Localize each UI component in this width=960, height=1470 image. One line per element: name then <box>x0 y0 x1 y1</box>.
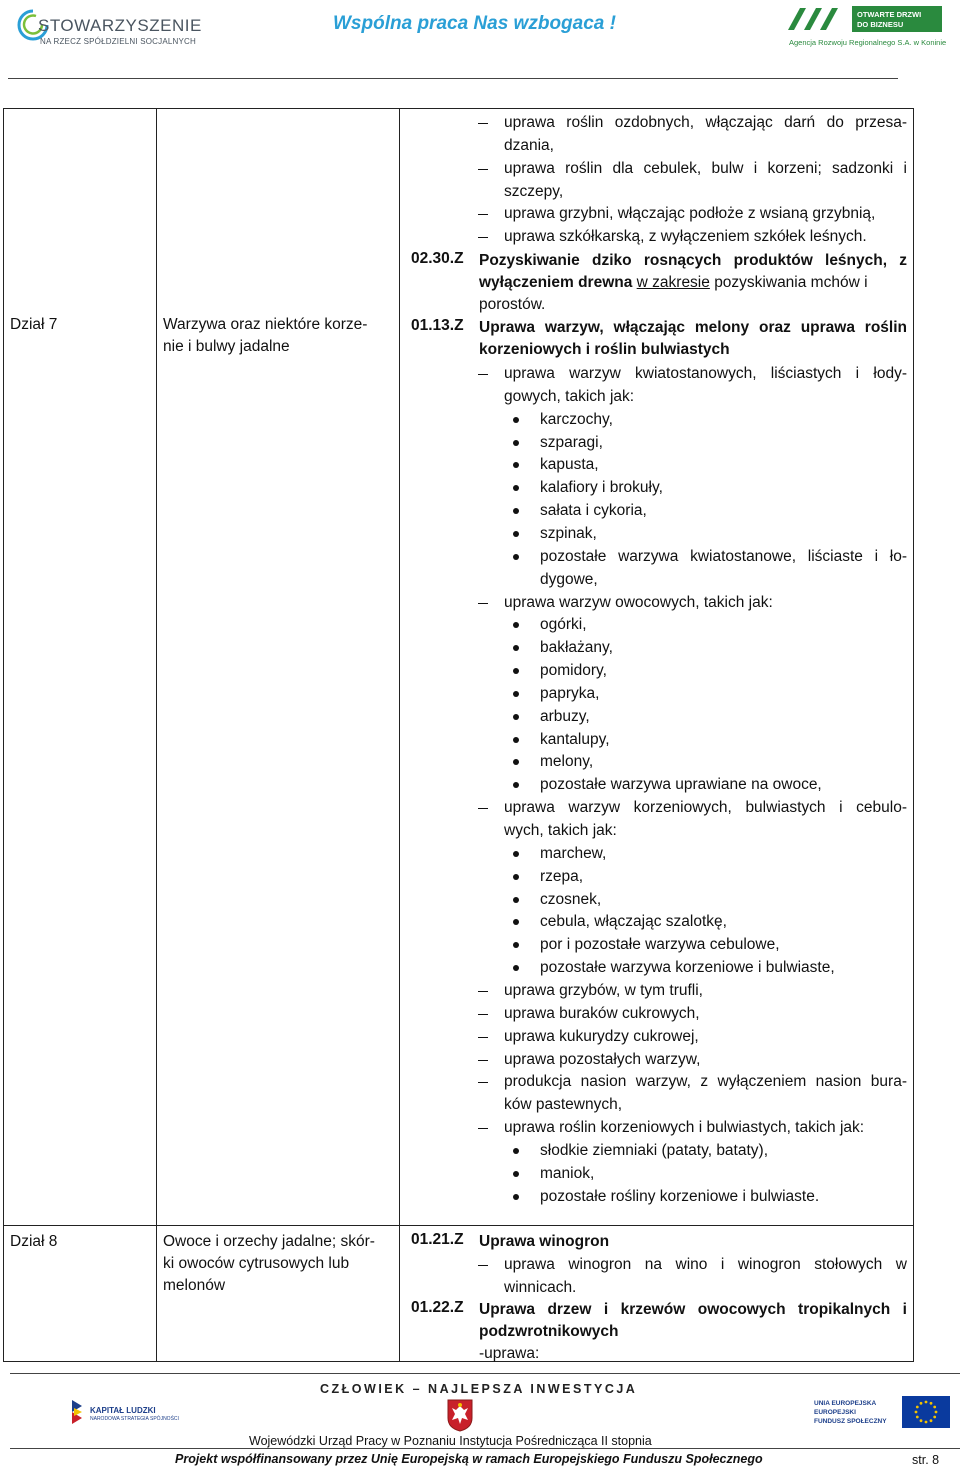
row2-desc-2-line-1: Uprawa drzew i krzewów owocowych tropikalnych i <box>479 1301 907 1318</box>
group-8-bullet-0-line-0: słodkie ziemniaki (pataty, bataty), <box>540 1141 769 1159</box>
group-1-bullet-1-line-0: bakłażany, <box>540 639 613 657</box>
wielkopolska-coat-of-arms-icon <box>446 1398 474 1432</box>
group-8-bullet-2-line-0: pozostałe rośliny korzeniowe i bulwiaste. <box>540 1187 820 1205</box>
group-1-bullet-7-line-0: pozostałe warzywa uprawiane na owoce, <box>540 776 822 794</box>
footer-institution: Wojewódzki Urząd Pracy w Poznaniu Instytucja Pośrednicząca II stopnia <box>249 1434 652 1448</box>
dash-marker <box>478 374 488 375</box>
bullet-marker <box>513 919 519 925</box>
row2-desc-1: Uprawa winogron <box>479 1233 610 1250</box>
group-7-label-line-0: produkcja nasion warzyw, z wyłączeniem nasion bura- <box>504 1073 907 1091</box>
group-1-bullet-6-line-0: melony, <box>540 753 594 771</box>
group-6-label-line-0: uprawa pozostałych warzyw, <box>504 1050 701 1068</box>
group-0-bullet-5-line-0: szpinak, <box>540 524 597 542</box>
bullet-marker <box>513 1148 519 1154</box>
group-0-bullet-3-line-0: kalafiory i brokuły, <box>540 479 663 497</box>
bullet-marker <box>513 668 519 674</box>
stowarzyszenie-logo <box>16 6 216 46</box>
arr-mark-icon <box>786 4 842 32</box>
bullet-marker <box>513 645 519 651</box>
row1-category-line-1: Warzywa oraz niektóre korze- <box>163 316 368 333</box>
group-8-label-line-0: uprawa roślin korzeniowych i bulwiastych, takich jak: <box>504 1119 865 1137</box>
dash-marker <box>478 808 488 809</box>
row2-desc-2-line-2: podzwrotnikowych <box>479 1323 619 1340</box>
group-1-bullet-0-line-0: ogórki, <box>540 616 587 634</box>
footer-divider-top <box>10 1373 960 1374</box>
row1-category-line-2: nie i bulwy jadalne <box>163 338 290 355</box>
row1-desc-1-line-1: Pozyskiwanie dziko rosnących produktów leśnych, z <box>479 252 907 269</box>
group-1-bullet-4-line-0: arbuzy, <box>540 707 590 725</box>
ue-line-3: FUNDUSZ SPOŁECZNY <box>814 1418 887 1425</box>
row1-top-item-3-line-0: uprawa szkółkarską, z wyłączeniem szkółek leśnych. <box>504 228 867 246</box>
dash-marker <box>478 1037 488 1038</box>
dash-marker <box>478 1082 488 1083</box>
row2-category-line-3: melonów <box>163 1277 226 1294</box>
group-8-bullet-1-line-0: maniok, <box>540 1164 595 1182</box>
group-2-label-line-0: uprawa warzyw korzeniowych, bulwiastych i cebulo- <box>504 799 907 817</box>
arr-badge <box>852 6 942 32</box>
dash-marker <box>478 1128 488 1129</box>
row1-top-item-2-line-0: uprawa grzybni, włączając podłoże z wsianą grzybnią, <box>504 205 876 223</box>
row2-category-line-2: ki owoców cytrusowych lub <box>163 1255 350 1272</box>
bullet-marker <box>513 851 519 857</box>
row2-desc-2-extra: -uprawa: <box>479 1345 540 1362</box>
row2-code-1: 01.21.Z <box>411 1231 464 1248</box>
bullet-marker <box>513 691 519 697</box>
group-7-label-line-1: ków pastewnych, <box>504 1096 623 1114</box>
row1-desc-1-underlined: w zakresie <box>636 274 710 291</box>
row1-desc-1-line-2 <box>479 272 907 295</box>
arr-badge-line-1: OTWARTE DRZWI <box>857 10 922 19</box>
bullet-marker <box>513 737 519 743</box>
group-0-bullet-6-line-1: dygowe, <box>540 570 598 588</box>
page-header <box>0 0 960 86</box>
group-2-bullet-0-line-0: marchew, <box>540 844 607 862</box>
group-3-label-line-0: uprawa grzybów, w tym trufli, <box>504 981 703 999</box>
row2-category-line-1: Owoce i orzechy jadalne; skór- <box>163 1233 375 1250</box>
row1-top-item-1-line-0: uprawa roślin dla cebulek, bulw i korzeni; sadzonki i <box>504 159 907 177</box>
bullet-marker <box>513 1171 519 1177</box>
ue-line-2: EUROPEJSKI <box>814 1409 856 1416</box>
bullet-marker <box>513 714 519 720</box>
kapital-ludzki-logo <box>70 1398 179 1428</box>
row2-item-1-line-1: uprawa winogron na wino i winogron stołowych w <box>504 1256 907 1273</box>
row2-item-1-line-2: winnicach. <box>504 1279 577 1296</box>
page-number: str. 8 <box>912 1453 940 1467</box>
group-0-label-line-1: gowych, takich jak: <box>504 387 635 405</box>
row2-code-2: 01.22.Z <box>411 1299 464 1316</box>
group-2-bullet-5-line-0: pozostałe warzywa korzeniowe i bulwiaste, <box>540 959 835 977</box>
row1-desc-1-rest: pozyskiwania mchów i <box>714 274 868 291</box>
group-0-label-line-0: uprawa warzyw kwiatostanowych, liściastych i łody- <box>504 365 907 382</box>
eu-stars-icon <box>902 1396 950 1428</box>
bullet-marker <box>513 417 519 423</box>
dash-marker <box>478 1265 488 1266</box>
row1-code-1: 02.30.Z <box>411 250 464 267</box>
group-0-bullet-6-line-0: pozostałe warzywa kwiatostanowe, liściaste i ło- <box>540 547 907 565</box>
eu-flag-icon <box>902 1396 950 1428</box>
row1-desc-2-line-2: korzeniowych i roślin bulwiastych <box>479 341 730 358</box>
row1-desc-1-line-3: porostów. <box>479 296 546 313</box>
bullet-marker <box>513 759 519 765</box>
bullet-marker <box>513 897 519 903</box>
dash-marker <box>478 169 488 170</box>
group-2-bullet-4-line-0: por i pozostałe warzywa cebulowe, <box>540 936 780 954</box>
kapital-ludzki-title: KAPITAŁ LUDZKI <box>90 1406 156 1415</box>
group-1-label-line-0: uprawa warzyw owocowych, takich jak: <box>504 593 773 611</box>
logo-left-sub: NA RZECZ SPÓŁDZIELNI SOCJALNYCH <box>40 37 197 46</box>
row1-top-item-0-line-0: uprawa roślin ozdobnych, włączając darń do przesa- <box>504 114 907 131</box>
bullet-marker <box>513 485 519 491</box>
header-slogan: Wspólna praca Nas wzbogaca ! <box>333 13 616 34</box>
bullet-marker <box>513 622 519 628</box>
group-2-bullet-2-line-0: czosnek, <box>540 890 602 908</box>
group-0-bullet-0-line-0: karczochy, <box>540 410 613 428</box>
group-0-bullet-4-line-0: sałata i cykoria, <box>540 502 647 520</box>
dash-marker <box>478 1060 488 1061</box>
group-2-bullet-3-line-0: cebula, włączając szalotkę, <box>540 913 727 931</box>
group-0-bullet-2-line-0: kapusta, <box>540 456 599 474</box>
group-1-bullet-3-line-0: papryka, <box>540 684 600 702</box>
group-4-label-line-0: uprawa buraków cukrowych, <box>504 1004 700 1022</box>
bullet-marker <box>513 1194 519 1200</box>
header-divider <box>8 78 898 79</box>
dash-marker <box>478 214 488 215</box>
bullet-marker <box>513 554 519 560</box>
arr-agency-name: Agencja Rozwoju Regionalnego S.A. w Koninie <box>789 38 947 47</box>
group-1-bullet-2-line-0: pomidory, <box>540 662 607 680</box>
bullet-marker <box>513 440 519 446</box>
group-2-bullet-1-line-0: rzepa, <box>540 867 584 885</box>
logo-left-name: STOWARZYSZENIE <box>38 16 202 35</box>
dash-marker <box>478 1014 488 1015</box>
arr-badge-line-2: DO BIZNESU <box>857 20 904 29</box>
bullet-marker <box>513 531 519 537</box>
row2-dzial: Dział 8 <box>10 1233 58 1250</box>
row1-desc-1-bold: wyłączeniem drewna <box>479 274 633 291</box>
group-2-label-line-1: wych, takich jak: <box>504 822 617 839</box>
group-5-label-line-0: uprawa kukurydzy cukrowej, <box>504 1027 699 1045</box>
row1-code-2: 01.13.Z <box>411 317 464 334</box>
row1-desc-2-line-1: Uprawa warzyw, włączając melony oraz uprawa roślin <box>479 319 907 336</box>
arr-logo <box>786 4 956 48</box>
bullet-marker <box>513 462 519 468</box>
dash-marker <box>478 991 488 992</box>
group-1-bullet-5-line-0: kantalupy, <box>540 730 610 748</box>
eu-efs-logo <box>814 1396 944 1430</box>
footer-project-note: Projekt współfinansowany przez Unię Europejską w ramach Europejskiego Funduszu Społecznego <box>175 1452 763 1466</box>
bullet-marker <box>513 508 519 514</box>
footer-slogan: CZŁOWIEK – NAJLEPSZA INWESTYCJA <box>320 1382 638 1396</box>
ue-line-1: UNIA EUROPEJSKA <box>814 1400 877 1407</box>
bullet-marker <box>513 874 519 880</box>
group-0-bullet-1-line-0: szparagi, <box>540 433 603 451</box>
dash-marker <box>478 123 488 124</box>
bullet-marker <box>513 942 519 948</box>
bullet-marker <box>513 965 519 971</box>
row1-dzial: Dział 7 <box>10 316 58 333</box>
dash-marker <box>478 237 488 238</box>
kapital-ludzki-mark-icon <box>70 1398 84 1426</box>
bullet-marker <box>513 782 519 788</box>
kapital-ludzki-sub: NARODOWA STRATEGIA SPÓJNOŚCI <box>90 1416 179 1422</box>
row1-top-item-0-line-1: dzania, <box>504 136 554 154</box>
footer-divider-bottom <box>10 1448 960 1449</box>
dash-marker <box>478 603 488 604</box>
row1-top-item-1-line-1: szczepy, <box>504 182 564 200</box>
